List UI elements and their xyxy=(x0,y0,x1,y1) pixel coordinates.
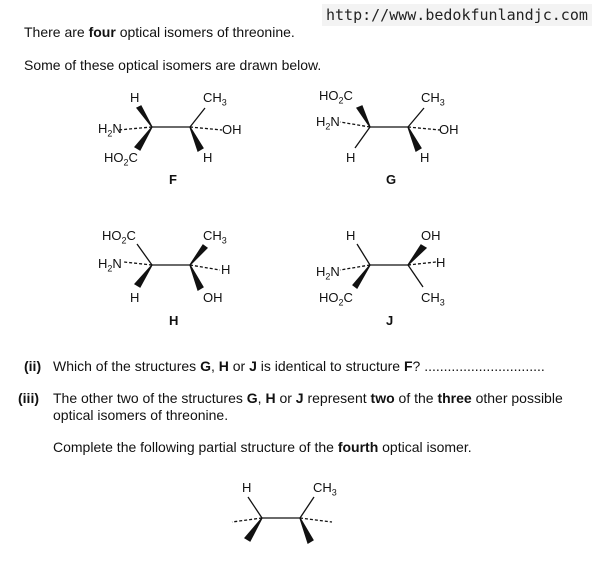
intro-line-1: There are four optical isomers of threonine. xyxy=(24,24,295,40)
g-top-right: $CH_3$ xyxy=(421,90,445,108)
j-top-left: H xyxy=(346,228,356,243)
g-left: $H_2N$ xyxy=(316,114,340,132)
h-top-left: $HO_2C$ xyxy=(102,228,136,246)
h-right: H xyxy=(221,262,231,277)
h-name: H xyxy=(169,313,179,328)
f-left: $H_2N$ xyxy=(98,121,122,139)
f-top-left: H xyxy=(130,90,140,105)
j-bottom-left: $HO_2C$ xyxy=(319,290,353,308)
f-name: F xyxy=(169,172,177,187)
g-top-left: $HO_2C$ xyxy=(319,88,353,106)
j-left: $H_2N$ xyxy=(316,264,340,282)
j-top-right: OH xyxy=(421,228,441,243)
f-top-right: $CH_3$ xyxy=(203,90,227,108)
g-bottom-right: H xyxy=(420,150,430,165)
q3-number: (iii) xyxy=(18,390,39,406)
watermark-url: http://www.bedokfunlandjc.com xyxy=(322,4,592,26)
h-top-right: $CH_3$ xyxy=(203,228,227,246)
f-bottom-left: $HO_2C$ xyxy=(104,150,138,168)
q3-text-line-2: optical isomers of threonine. xyxy=(53,407,229,423)
q3-instruction: Complete the following partial structure of the fourth optical isomer. xyxy=(53,439,472,455)
h-left: $H_2N$ xyxy=(98,256,122,274)
g-bottom-left: H xyxy=(346,150,356,165)
q2-number: (ii) xyxy=(24,358,42,374)
h-bottom-left: H xyxy=(130,290,140,305)
q3-text-line-1: The other two of the structures G, H or J represent two of the three other possible xyxy=(53,390,563,406)
h-bottom-right: OH xyxy=(203,290,223,305)
g-name: G xyxy=(386,172,397,187)
q2-text: Which of the structures G, H or J is identical to structure F? ............................... xyxy=(53,358,545,374)
partial-top-right: $CH_3$ xyxy=(313,480,337,498)
f-bottom-right: H xyxy=(203,150,213,165)
f-right: OH xyxy=(222,122,242,137)
j-right: H xyxy=(436,255,446,270)
intro-line-2: Some of these optical isomers are drawn below. xyxy=(24,57,322,73)
partial-top-left: H xyxy=(242,480,252,495)
j-name: J xyxy=(386,313,394,328)
g-right: OH xyxy=(439,122,459,137)
j-bottom-right: $CH_3$ xyxy=(421,290,445,308)
